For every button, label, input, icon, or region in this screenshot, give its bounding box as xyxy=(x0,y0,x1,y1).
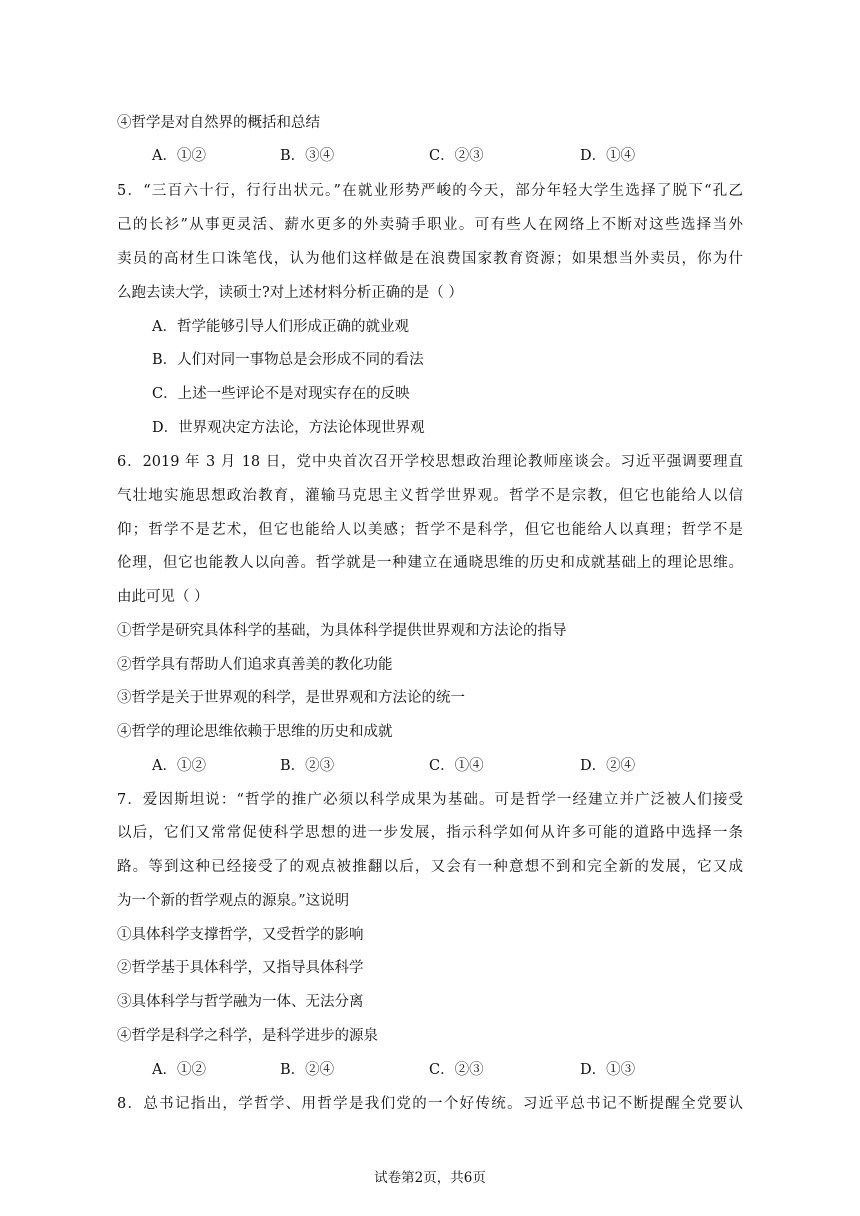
q4-item-4: ④哲学是对自然界的概括和总结 xyxy=(117,115,320,131)
q6-option-a: A．①② xyxy=(152,758,206,774)
q6-option-d: D．②④ xyxy=(580,758,636,774)
q7-stem-line: 以后，它们又常常促使科学思想的进一步发展，指示科学如何从许多可能的道路中选择一条 xyxy=(117,825,743,841)
q6-stem-line: 6．2019 年 3 月 18 日，党中央首次召开学校思想政治理论教师座谈会。习近平强调要理直 xyxy=(117,454,743,470)
q6-stem-line: 仰；哲学不是艺术，但它也能给人以美感；哲学不是科学，但它也能给人以真理；哲学不是 xyxy=(117,522,743,538)
q5-stem-line: 卖员的高材生口诛笔伐，认为他们这样做是在浪费国家教育资源；如果想当外卖员，你为什 xyxy=(117,251,743,267)
q5-stem-line: 5．“三百六十行，行行出状元。”在就业形势严峻的今天，部分年轻大学生选择了脱下“孔乙 xyxy=(117,183,743,199)
q5-choice-d: D．世界观决定方法论，方法论体现世界观 xyxy=(152,420,425,436)
q6-item-4: ④哲学的理论思维依赖于思维的历史和成就 xyxy=(117,724,393,740)
q7-stem-line: 7．爱因斯坦说：“哲学的推广必须以科学成果为基础。可是哲学一经建立并广泛被人们接受 xyxy=(117,792,743,808)
q6-options xyxy=(152,756,752,776)
q6-item-3: ③哲学是关于世界观的科学，是世界观和方法论的统一 xyxy=(117,690,465,706)
q6-stem-line: 由此可见（ ） xyxy=(117,589,209,605)
q4-options xyxy=(152,146,752,166)
q7-item-1: ①具体科学支撑哲学，又受哲学的影响 xyxy=(117,927,364,943)
q7-option-d: D．①③ xyxy=(580,1062,636,1078)
q7-option-c: C．②③ xyxy=(429,1062,484,1078)
q7-item-4: ④哲学是科学之科学，是科学进步的源泉 xyxy=(117,1028,378,1044)
q6-stem-line: 伦理，但它也能教人以向善。哲学就是一种建立在通晓思维的历史和成就基础上的理论思维。 xyxy=(117,555,743,571)
q4-option-b: B．③④ xyxy=(280,148,335,164)
q7-item-2: ②哲学基于具体科学，又指导具体科学 xyxy=(117,960,364,976)
q6-item-1: ①哲学是研究具体科学的基础，为具体科学提供世界观和方法论的指导 xyxy=(117,623,567,639)
q4-option-c: C．②③ xyxy=(429,148,484,164)
q7-stem-line: 为一个新的哲学观点的源泉。”这说明 xyxy=(117,893,350,909)
q7-option-a: A．①② xyxy=(152,1062,206,1078)
q6-option-c: C．①④ xyxy=(429,758,484,774)
q5-stem-line: 己的长衫”从事更灵活、薪水更多的外卖骑手职业。可有些人在网络上不断对这些选择当外 xyxy=(117,217,743,233)
q4-option-d: D．①④ xyxy=(580,148,636,164)
q7-stem-line: 路。等到这种已经接受了的观点被推翻以后，又会有一种意想不到和完全新的发展，它又成 xyxy=(117,859,743,875)
q6-stem-line: 气壮地实施思想政治教育，灌输马克思主义哲学世界观。哲学不是宗教，但它也能给人以信 xyxy=(117,488,743,504)
q7-options xyxy=(152,1060,752,1080)
q5-choice-a: A．哲学能够引导人们形成正确的就业观 xyxy=(152,319,409,335)
q6-item-2: ②哲学具有帮助人们追求真善美的教化功能 xyxy=(117,657,393,673)
q4-option-a: A．①② xyxy=(152,148,206,164)
page-footer: 试卷第2页，共6页 xyxy=(374,1170,486,1186)
q6-option-b: B．②③ xyxy=(280,758,335,774)
q8-stem-line: 8．总书记指出，学哲学、用哲学是我们党的一个好传统。习近平总书记不断提醒全党要认 xyxy=(117,1096,743,1112)
q7-item-3: ③具体科学与哲学融为一体、无法分离 xyxy=(117,994,364,1010)
q5-choice-b: B．人们对同一事物总是会形成不同的看法 xyxy=(152,352,424,368)
q5-choice-c: C．上述一些评论不是对现实存在的反映 xyxy=(152,386,410,402)
q7-option-b: B．②④ xyxy=(280,1062,335,1078)
q5-stem-line: 么跑去读大学，读硕士?对上述材料分析正确的是（ ） xyxy=(117,285,463,301)
